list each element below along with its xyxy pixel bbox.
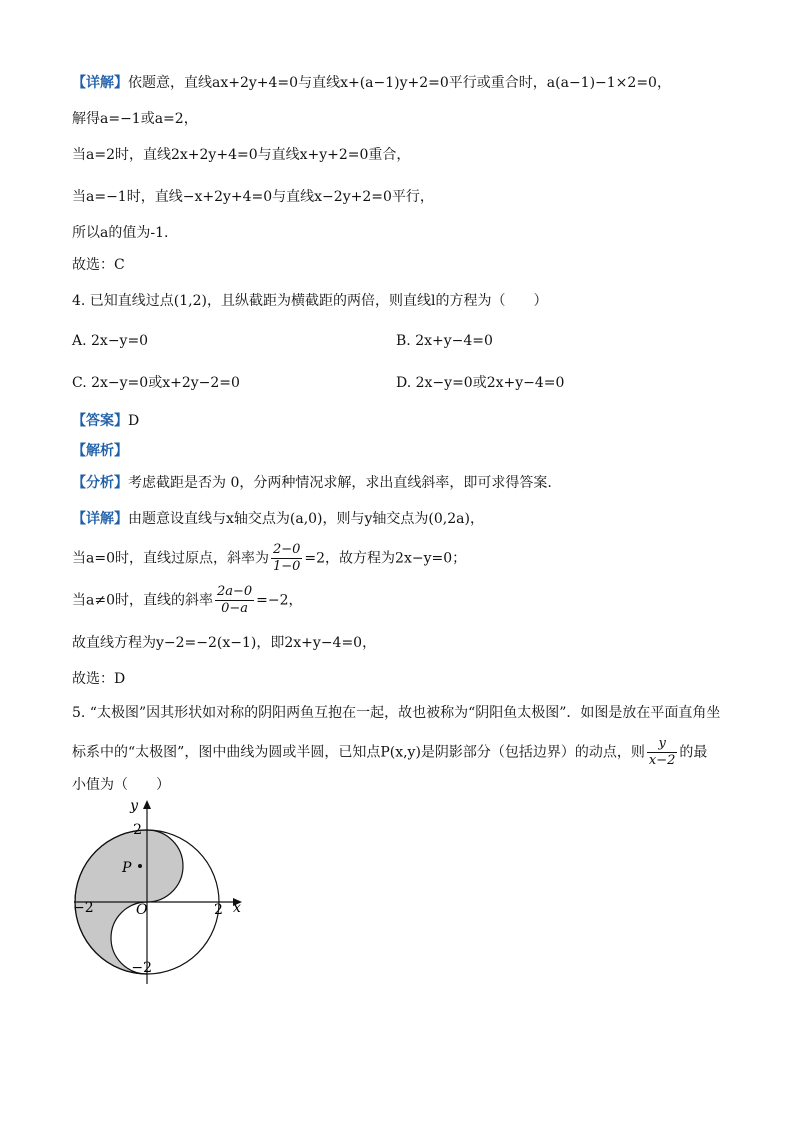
point-p	[138, 864, 142, 868]
answer-tag: 【答案】	[72, 413, 128, 429]
fraction-numerator: 2−0	[272, 542, 301, 557]
q4-option-b: B. 2x+y−4=0	[396, 333, 493, 349]
q5-stem-line1: 5. “太极图”因其形状如对称的阴阳两鱼互抱在一起，故也被称为“阴阳鱼太极图”．如图是放在平面直角坐	[72, 705, 721, 721]
label-p: P	[122, 860, 132, 876]
q5-line2-pre: 标系中的“太极图”，图中曲线为圆或半圆，已知点P(x,y)是阴影部分（包括边界）的动点，则	[72, 744, 645, 761]
q4-option-a: A. 2x−y=0	[72, 333, 149, 349]
q4-detail-line4: 故直线方程为y−2=−2(x−1)，即2x+y−4=0，	[72, 635, 377, 651]
q4-fenxi-text: 考虑截距是否为 0，分两种情况求解，求出直线斜率，即可求得答案.	[128, 475, 552, 491]
q4-detail2-pre: 当a=0时，直线过原点，斜率为	[72, 550, 269, 567]
q4-detail-line5: 故选：D	[72, 671, 126, 687]
q3-detail-line3: 当a=2时，直线2x+2y+4=0与直线x+y+2=0重合，	[72, 147, 411, 163]
q5-line2-post: 的最	[679, 744, 708, 761]
analysis-tag: 【解析】	[72, 443, 128, 459]
q3-detail-line6: 故选：C	[72, 257, 125, 273]
q4-fenxi-line	[72, 472, 734, 494]
fraction	[271, 542, 302, 575]
fenxi-tag: 【分析】	[72, 475, 128, 491]
label-x: x	[233, 900, 241, 916]
fraction	[215, 584, 254, 617]
fraction	[647, 736, 678, 769]
q4-analysis-line	[72, 440, 734, 462]
detail-tag: 【详解】	[72, 511, 128, 527]
label-neg2-bottom: −2	[131, 960, 152, 976]
q4-answer: D	[128, 413, 140, 429]
q4-answer-line	[72, 410, 734, 432]
q3-detail-line2: 解得a=−1或a=2，	[72, 111, 198, 127]
q4-detail3-post: =−2，	[256, 592, 303, 609]
q4-detail2-post: =2，故方程为2x−y=0；	[304, 550, 467, 567]
fraction-denominator: x−2	[648, 753, 676, 768]
q5-stem-line2	[72, 736, 734, 769]
q4-detail-line1	[72, 508, 734, 530]
taiji-figure	[70, 796, 260, 986]
label-y: y	[130, 798, 138, 814]
q3-detail-line4: 当a=−1时，直线−x+2y+4=0与直线x−2y+2=0平行，	[72, 189, 434, 205]
label-2-right: 2	[214, 902, 223, 918]
q3-detail-line5: 所以a的值为-1.	[72, 225, 169, 241]
fraction-numerator: y	[647, 736, 678, 753]
label-2-top: 2	[133, 822, 142, 838]
q3-detail-line1	[72, 72, 734, 94]
fraction-denominator: 1−0	[272, 559, 301, 574]
q4-stem: 4. 已知直线过点(1,2)，且纵截距为横截距的两倍，则直线l的方程为（ ）	[72, 293, 548, 309]
y-axis-arrow	[143, 800, 151, 809]
q4-option-c: C. 2x−y=0或x+2y−2=0	[72, 375, 240, 391]
q4-option-d: D. 2x−y=0或2x+y−4=0	[396, 375, 565, 391]
q4-detail3-pre: 当a≠0时，直线的斜率	[72, 592, 213, 609]
q4-detail-text1: 由题意设直线与x轴交点为(a,0)，则与y轴交点为(0,2a)，	[128, 511, 484, 527]
detail-tag: 【详解】	[72, 75, 128, 91]
q3-detail-text1: 依题意，直线ax+2y+4=0与直线x+(a−1)y+2=0平行或重合时，a(a−1)−1×2=0，	[128, 75, 671, 91]
label-neg2-left: −2	[73, 900, 94, 916]
q4-detail-line2	[72, 542, 734, 575]
fraction-denominator: 0−a	[221, 601, 249, 616]
q5-stem-line3: 小值为（ ）	[72, 777, 170, 793]
fraction-numerator: 2a−0	[216, 584, 253, 599]
q4-detail-line3	[72, 584, 734, 617]
label-o: O	[136, 902, 148, 918]
